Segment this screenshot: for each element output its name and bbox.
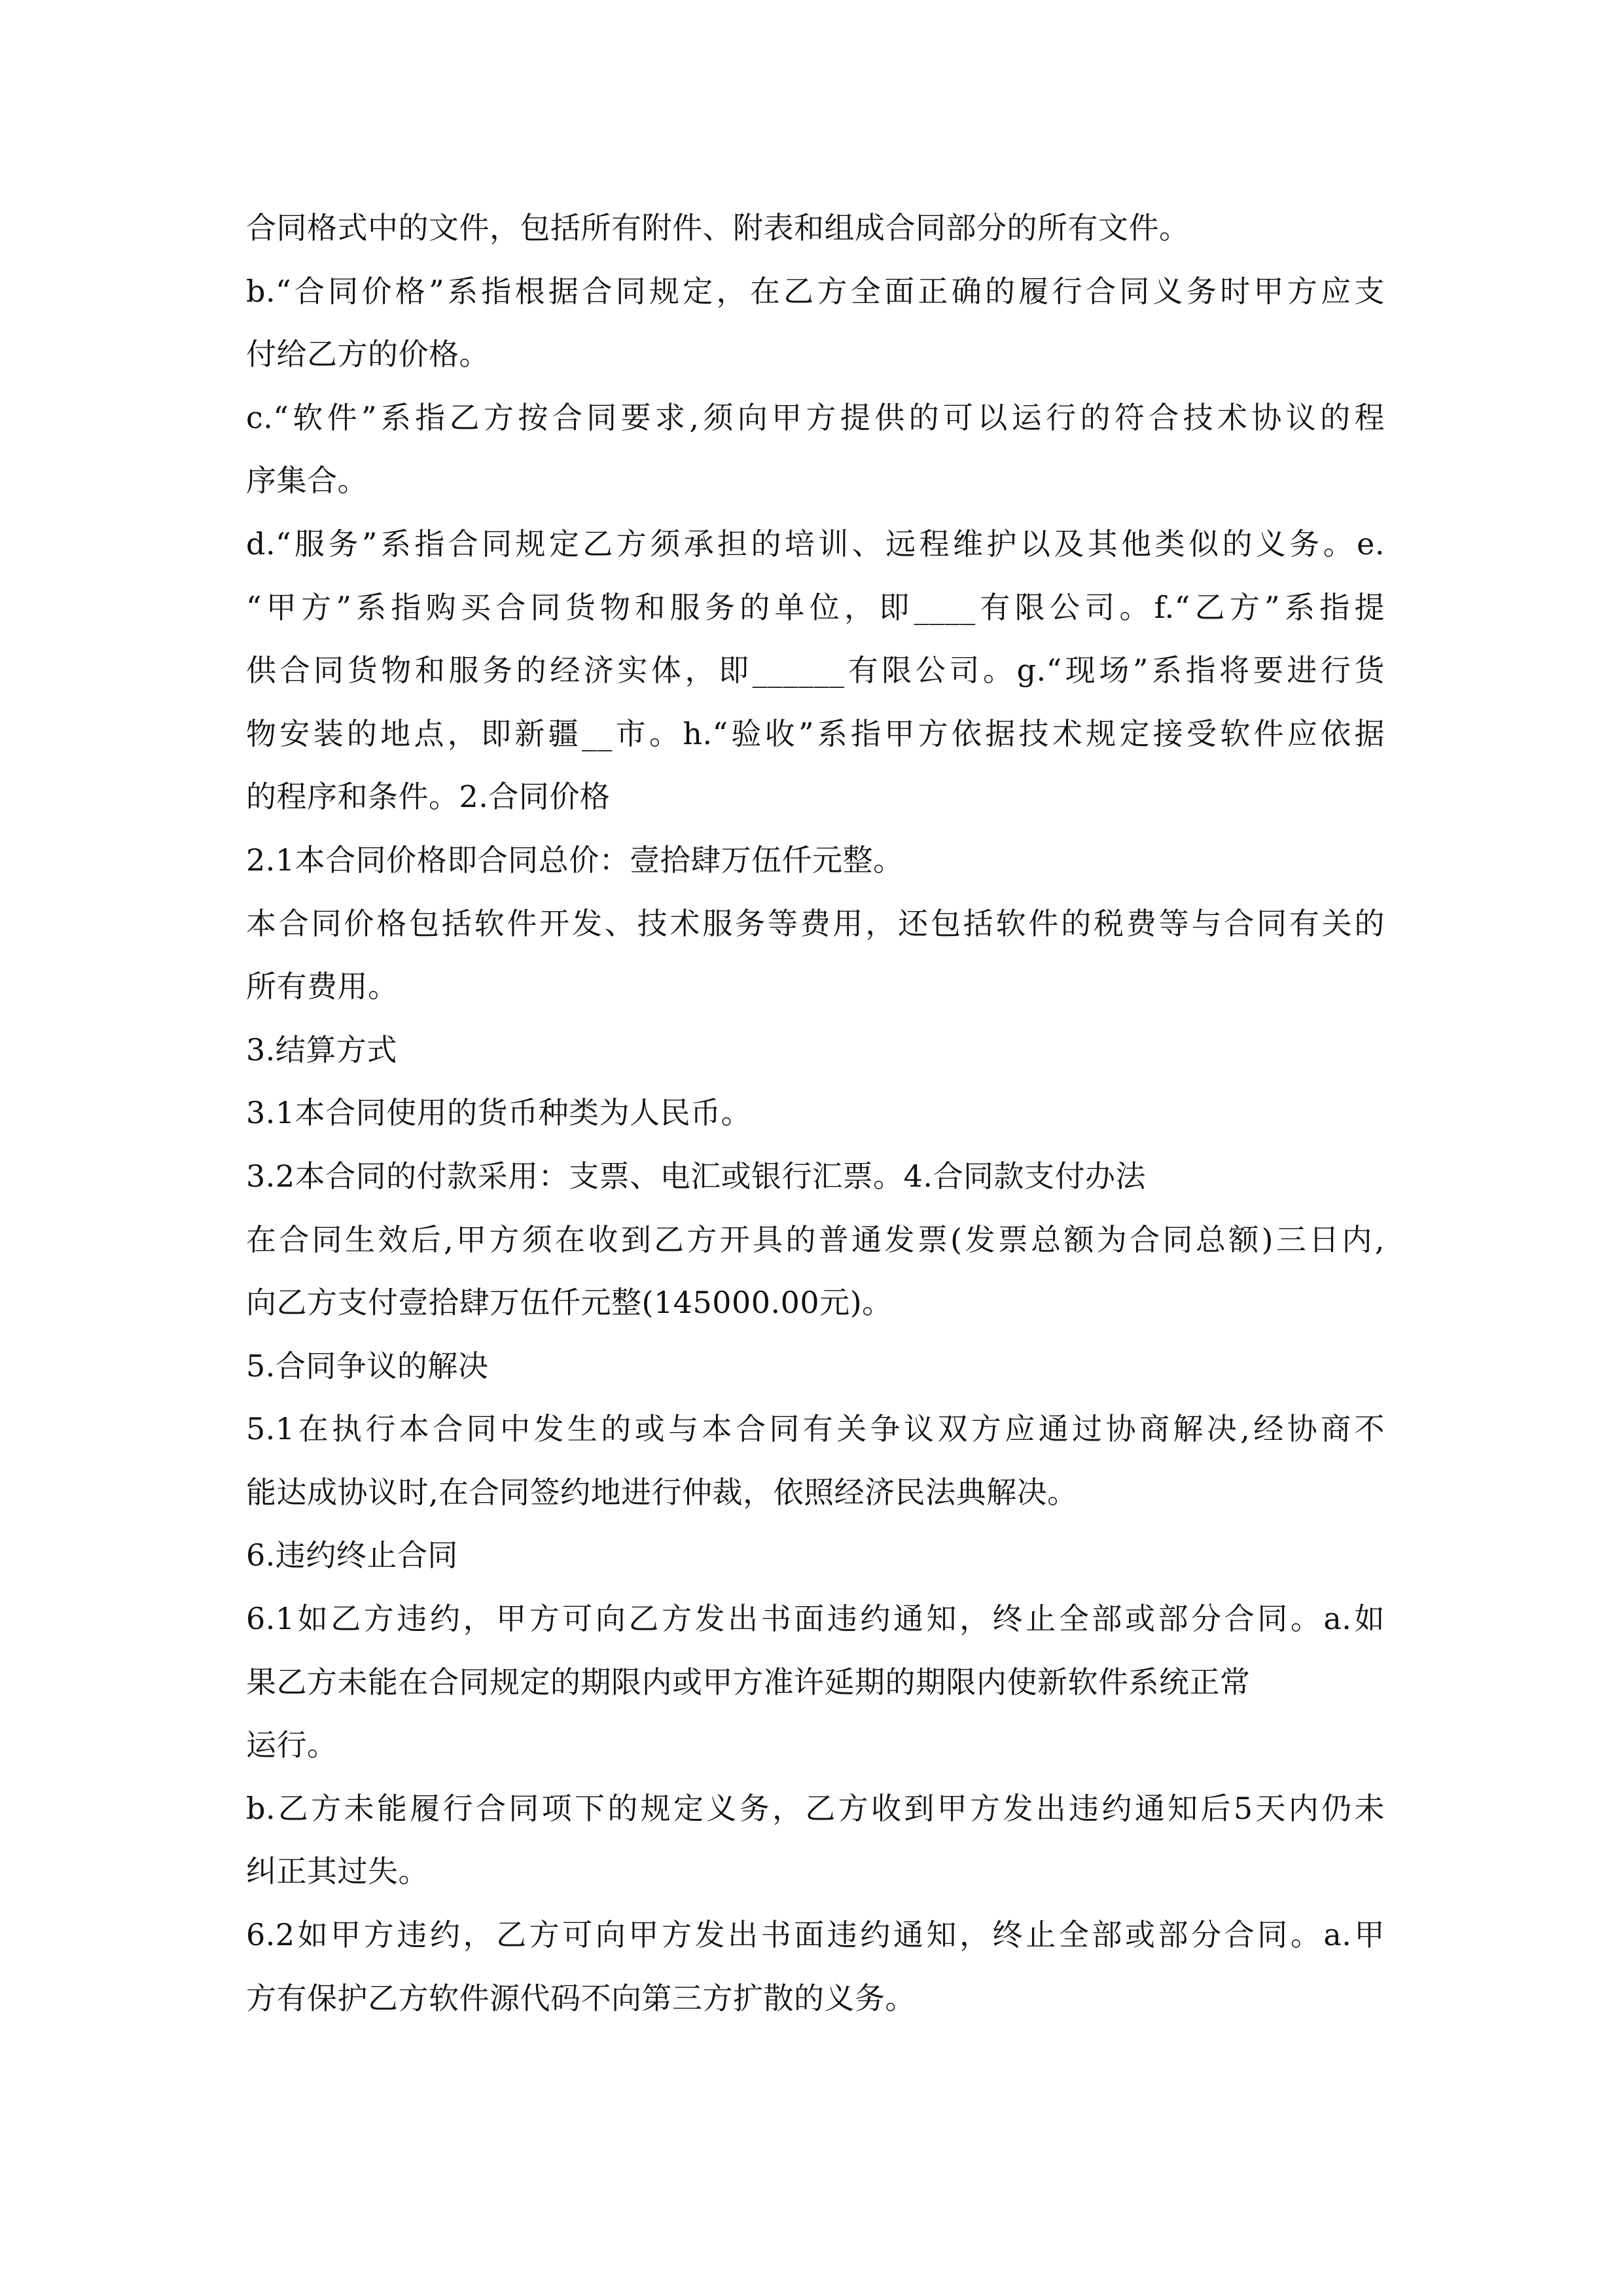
text-line: 3.2本合同的付款采用：支票、电汇或银行汇票。4.合同款支付办法	[246, 1158, 1147, 1194]
text-line: 物安装的地点，即新疆__市。h.“验收”系指甲方依据技术规定接受软件应依据	[246, 715, 1385, 751]
text-line: 2.1本合同价格即合同总价：壹拾肆万伍仟元整。	[246, 842, 904, 878]
text-line: 纠正其过失。	[246, 1854, 429, 1890]
text-line: 5.合同争议的解决	[246, 1348, 489, 1384]
text-line: “甲方”系指购买合同货物和服务的单位，即____有限公司。f.“乙方”系指提	[246, 589, 1385, 625]
contract-body	[246, 196, 1385, 2030]
text-line: 供合同货物和服务的经济实体，即______有限公司。g.“现场”系指将要进行货	[246, 653, 1385, 689]
text-line: 合同格式中的文件，包括所有附件、附表和组成合同部分的所有文件。	[246, 210, 1190, 245]
text-line: 本合同价格包括软件开发、技术服务等费用，还包括软件的税费等与合同有关的	[246, 905, 1385, 941]
text-line: 运行。	[246, 1727, 338, 1763]
text-line: 付给乙方的价格。	[246, 336, 490, 372]
text-line: 序集合。	[246, 463, 368, 499]
text-line: 向乙方支付壹拾肆万伍仟元整(145000.00元)。	[246, 1285, 893, 1321]
text-line: 6.2如甲方违约，乙方可向甲方发出书面违约通知，终止全部或部分合同。a.甲	[246, 1917, 1385, 1953]
text-line: 的程序和条件。2.合同价格	[246, 779, 611, 815]
text-line: b.“合同价格”系指根据合同规定，在乙方全面正确的履行合同义务时甲方应支	[246, 273, 1385, 309]
text-line: 6.违约终止合同	[246, 1537, 458, 1573]
text-line: 方有保护乙方软件源代码不向第三方扩散的义务。	[246, 1980, 916, 2016]
text-line: 5.1在执行本合同中发生的或与本合同有关争议双方应通过协商解决,经协商不	[246, 1411, 1385, 1447]
text-line: b.乙方未能履行合同项下的规定义务，乙方收到甲方发出违约通知后5天内仍未	[246, 1790, 1385, 1826]
text-line: 果乙方未能在合同规定的期限内或甲方准许延期的期限内使新软件系统正常	[246, 1664, 1251, 1700]
text-line: 3.结算方式	[246, 1031, 397, 1067]
text-line: 3.1本合同使用的货币种类为人民币。	[246, 1095, 752, 1131]
text-line: 能达成协议时,在合同签约地进行仲裁，依照经济民法典解决。	[246, 1474, 1078, 1510]
text-line: 6.1如乙方违约，甲方可向乙方发出书面违约通知，终止全部或部分合同。a.如	[246, 1601, 1385, 1637]
text-line: 在合同生效后,甲方须在收到乙方开具的普通发票(发票总额为合同总额)三日内,	[246, 1221, 1385, 1257]
text-line: d.“服务”系指合同规定乙方须承担的培训、远程维护以及其他类似的义务。e.	[246, 526, 1385, 562]
text-line: 所有费用。	[246, 969, 399, 1005]
text-line: c.“软件”系指乙方按合同要求,须向甲方提供的可以运行的符合技术协议的程	[246, 399, 1385, 435]
